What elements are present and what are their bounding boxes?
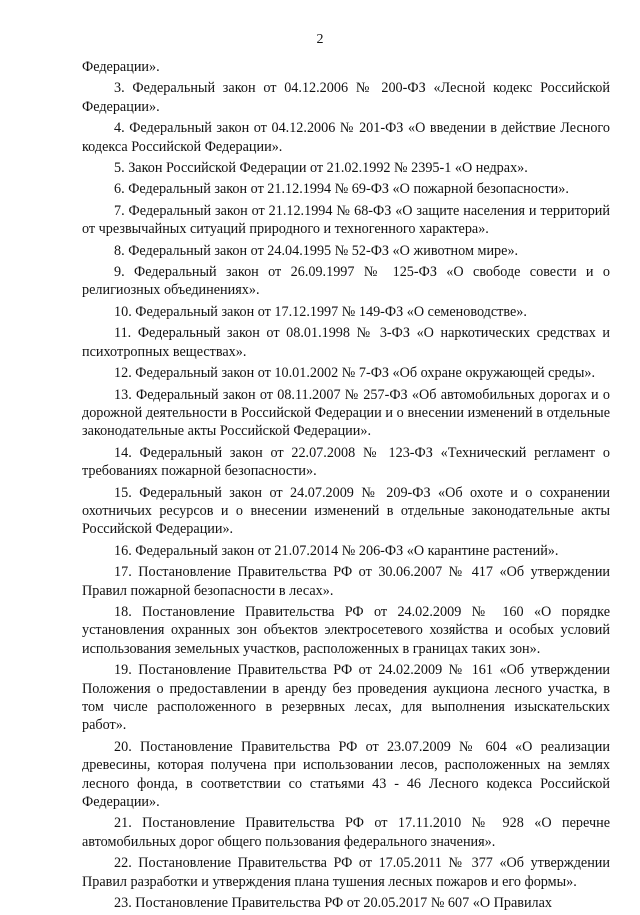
list-item: 10. Федеральный закон от 17.12.1997 № 149-ФЗ «О семеноводстве». <box>114 303 527 320</box>
page-number: 2 <box>316 32 324 47</box>
list-item: 13. Федеральный закон от 08.11.2007 № 257-ФЗ «Об автомобильных дорогах и о дорожной деятельности в Российской Федерации и о внесении изменений в отдельные законодательные акты Российской Федерации». <box>82 386 610 440</box>
list-item: 20. Постановление Правительства РФ от 23.07.2009 № 604 «О реализации древесины, которая получена при использовании лесов, расположенных на землях лесного фонда, в соответствии со статьями 43 - 46 Лесного кодекса Российской Федерации». <box>82 738 610 811</box>
list-item: 22. Постановление Правительства РФ от 17.05.2011 № 377 «Об утверждении Правил разработки и утверждения плана тушения лесных пожаров и его формы». <box>82 855 610 890</box>
list-item: 8. Федеральный закон от 24.04.1995 № 52-ФЗ «О животном мире». <box>114 242 519 259</box>
list-item: 18. Постановление Правительства РФ от 24.02.2009 № 160 «О порядке установления охранных зон объектов электросетевого хозяйства и особых условий использования земельных участков, расположенных в границах таких зон». <box>82 603 610 657</box>
list-item: 16. Федеральный закон от 21.07.2014 № 206-ФЗ «О карантине растений». <box>114 542 559 559</box>
list-item: 3. Федеральный закон от 04.12.2006 № 200-ФЗ «Лесной кодекс Российской Федерации». <box>82 80 610 115</box>
list-item: 21. Постановление Правительства РФ от 17.11.2010 № 928 «О перечне автомобильных дорог общего пользования федерального значения». <box>82 815 610 850</box>
list-item: 15. Федеральный закон от 24.07.2009 № 209-ФЗ «Об охоте и о сохранении охотничьих ресурсов и о внесении изменений в отдельные законодательные акты Российской Федерации». <box>82 484 610 538</box>
list-item: 12. Федеральный закон от 10.01.2002 № 7-ФЗ «Об охране окружающей среды». <box>114 365 596 382</box>
list-item: Федерации». <box>82 59 160 75</box>
list-item: 11. Федеральный закон от 08.01.1998 № 3-ФЗ «О наркотических средствах и психотропных веществах». <box>82 325 610 360</box>
list-item: 23. Постановление Правительства РФ от 20.05.2017 № 607 «О Правилах <box>114 895 553 912</box>
list-item: 5. Закон Российской Федерации от 21.02.1992 № 2395-1 «О недрах». <box>114 160 528 177</box>
list-item: 6. Федеральный закон от 21.12.1994 № 69-ФЗ «О пожарной безопасности». <box>114 181 569 198</box>
list-item: 9. Федеральный закон от 26.09.1997 № 125-ФЗ «О свободе совести и о религиозных объединениях». <box>82 264 610 299</box>
list-item: 4. Федеральный закон от 04.12.2006 № 201-ФЗ «О введении в действие Лесного кодекса Российской Федерации». <box>82 120 610 155</box>
document-body <box>82 58 610 915</box>
list-item: 17. Постановление Правительства РФ от 30.06.2007 № 417 «Об утверждении Правил пожарной безопасности в лесах». <box>82 564 610 599</box>
list-item: 7. Федеральный закон от 21.12.1994 № 68-ФЗ «О защите населения и территорий от чрезвычайных ситуаций природного и техногенного характера». <box>82 202 610 238</box>
list-item: 19. Постановление Правительства РФ от 24.02.2009 № 161 «Об утверждении Положения о предоставлении в аренду без проведения аукциона лесного участка, в том числе расположенного в резервных лесах, для выполнения изыскательских работ». <box>82 662 610 734</box>
list-item: 14. Федеральный закон от 22.07.2008 № 123-ФЗ «Технический регламент о требованиях пожарной безопасности». <box>82 444 610 480</box>
